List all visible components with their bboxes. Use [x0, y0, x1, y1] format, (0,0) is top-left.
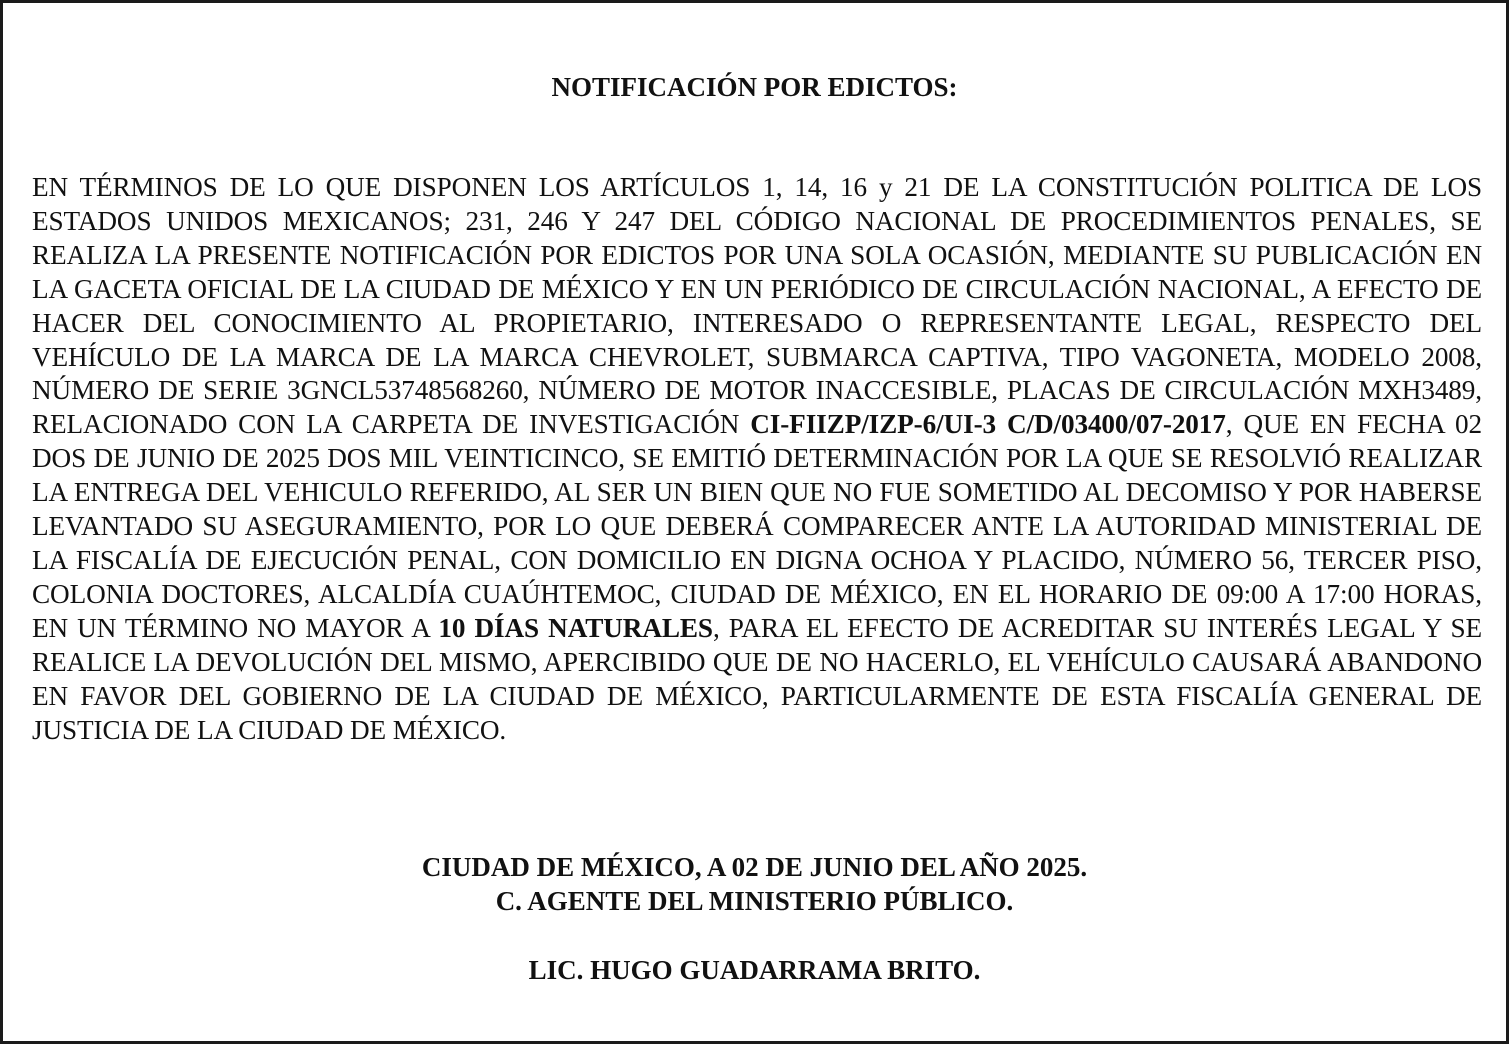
deadline: 10 DÍAS NATURALES — [438, 612, 713, 643]
notice-body-part-2: , QUE EN FECHA 02 DOS DE JUNIO DE 2025 DOS MIL VEINTICINCO, SE EMITIÓ DETERMINACIÓN POR LA QUE SE RESOLVIÓ REALIZAR LA ENTREGA DEL VEHICULO REFERIDO, AL SER UN BIEN QUE NO FUE SOMETIDO AL DECOMISO Y POR HABERSE LEVANTADO SU ASEGURAMIENTO, POR LO QUE DEBERÁ COMPARECER ANTE LA AUTORIDAD MINISTERIAL DE LA FISCALÍA DE EJECUCIÓN PENAL, CON DOMICILIO EN DIGNA OCHOA Y PLACIDO, NÚMERO 56, TERCER PISO, COLONIA DOCTORES, ALCALDÍA CUAÚHTEMOC, CIUDAD DE MÉXICO, EN EL HORARIO DE 09:00 A 17:00 HORAS, EN UN TÉRMINO NO MAYOR A — [32, 409, 1483, 643]
signer-name: LIC. HUGO GUADARRAMA BRITO. — [528, 955, 981, 985]
place-date: CIUDAD DE MÉXICO, A 02 DE JUNIO DEL AÑO 2025. — [421, 852, 1088, 882]
notice-body-part-3: , PARA EL EFECTO DE ACREDITAR SU INTERÉS LEGAL Y SE REALICE LA DEVOLUCIÓN DEL MISMO, APERCIBIDO QUE DE NO HACERLO, EL VEHÍCULO CAUSARÁ ABANDONO EN FAVOR DEL GOBIERNO DE LA CIUDAD DE MÉXICO, PARTICULARMENTE DE ESTA FISCALÍA GENERAL DE JUSTICIA DE LA CIUDAD DE MÉXICO. — [32, 612, 1482, 745]
notice-body — [32, 171, 1482, 747]
notice-body-part-1: EN TÉRMINOS DE LO QUE DISPONEN LOS ARTÍCULOS 1, 14, 16 y 21 DE LA CONSTITUCIÓN POLITICA DE LOS ESTADOS UNIDOS MEXICANOS; 231, 246 Y 247 DEL CÓDIGO NACIONAL DE PROCEDIMIENTOS PENALES, SE REALIZA LA PRESENTE NOTIFICACIÓN POR EDICTOS POR UNA SOLA OCASIÓN, MEDIANTE SU PUBLICACIÓN EN LA GACETA OFICIAL DE LA CIUDAD DE MÉXICO Y EN UN PERIÓDICO DE CIRCULACIÓN NACIONAL, A EFECTO DE HACER DEL CONOCIMIENTO AL PROPIETARIO, INTERESADO O REPRESENTANTE LEGAL, RESPECTO DEL VEHÍCULO DE LA MARCA DE LA MARCA CHEVROLET, SUBMARCA CAPTIVA, TIPO VAGONETA, MODELO 2008, NÚMERO DE SERIE 3GNCL53748568260, NÚMERO DE MOTOR INACCESIBLE, PLACAS DE CIRCULACIÓN MXH3489, RELACIONADO CON LA CARPETA DE INVESTIGACIÓN — [32, 172, 1482, 440]
document-title: NOTIFICACIÓN POR EDICTOS: — [551, 72, 958, 102]
case-number: CI-FIIZP/IZP-6/UI-3 C/D/03400/07-2017 — [750, 409, 1226, 440]
agent-title: C. AGENTE DEL MINISTERIO PÚBLICO. — [495, 886, 1014, 916]
